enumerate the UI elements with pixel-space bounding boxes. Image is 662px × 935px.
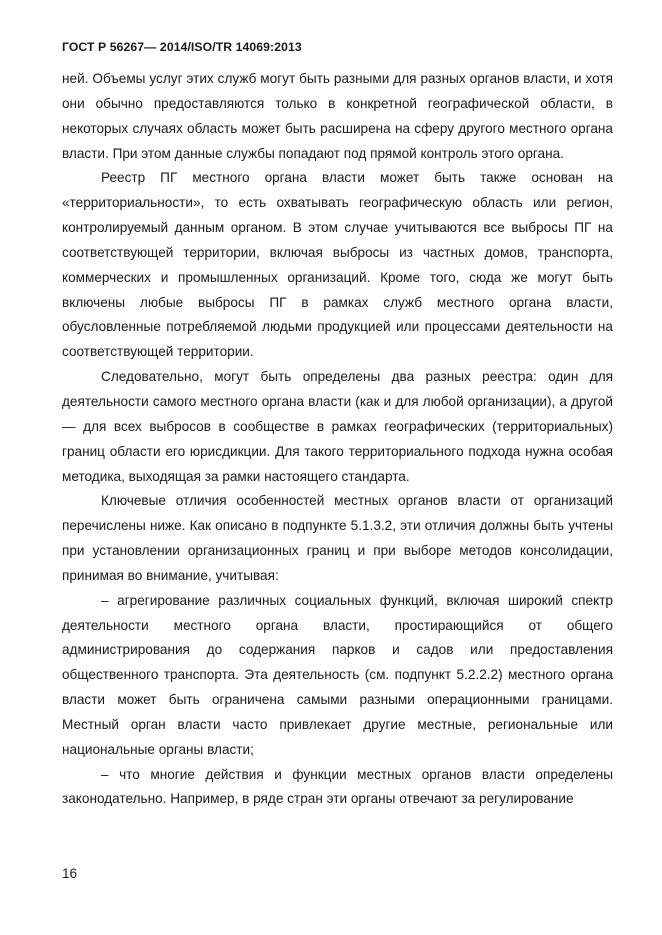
paragraph-territorial-registry: Реестр ПГ местного органа власти может быть также основан на «территориальности», то есть охватывать географическую область или регион, контролируемый данным органом. В этом случае учитываются все выбросы ПГ на соответствующей территории, включая выбросы из частных домов, транспорта, коммерческих и промышленных организаций. Кроме того, сюда же могут быть включены любые выбросы ПГ в рамках служб местного органа власти, обусловленные потребляемой людьми продукцией или процессами деятельности на соответствующей территории. [62, 170, 613, 360]
paragraph-key-differences: Ключевые отличия особенностей местных органов власти от организаций перечислены ниже. Как описано в подпункте 5.1.3.2, эти отличия должны быть учтены при установлении организационных границ и при выборе методов консолидации, принимая во внимание, учитывая: [62, 493, 613, 583]
list-item-legislative-functions: – что многие действия и функции местных органов власти определены законодательно. Например, в ряде стран эти органы отвечают за регулирование [62, 766, 613, 807]
page-number: 16 [62, 866, 78, 881]
body-text [62, 67, 613, 812]
paragraph-continuation: ней. Объемы услуг этих служб могут быть разными для разных органов власти, и хотя они обычно предоставляются только в конкретной географической области, в некоторых случаях область может быть расширена на сферу другого местного органа власти. При этом данные службы попадают под прямой контроль этого органа. [62, 71, 613, 161]
paragraph-two-registries: Следовательно, могут быть определены два разных реестра: один для деятельности самого местного органа власти (как и для любой организации), а другой — для всех выбросов в сообществе в рамках географических (территориальных) границ области его юрисдикции. Для такого территориального подхода нужна особая методика, выходящая за рамки настоящего стандарта. [62, 369, 613, 484]
standard-header: ГОСТ Р 56267— 2014/ISO/TR 14069:2013 [62, 40, 302, 54]
list-item-social-functions: – агрегирование различных социальных функций, включая широкий спектр деятельности местного органа власти, простирающийся от общего администрирования до содержания парков и садов или предоставления общественного транспорта. Эта деятельность (см. подпункт 5.2.2.2) местного органа власти может быть ограничена самыми разными операционными границами. Местный орган власти часто привлекает другие местные, региональные или национальные органы власти; [62, 592, 613, 757]
